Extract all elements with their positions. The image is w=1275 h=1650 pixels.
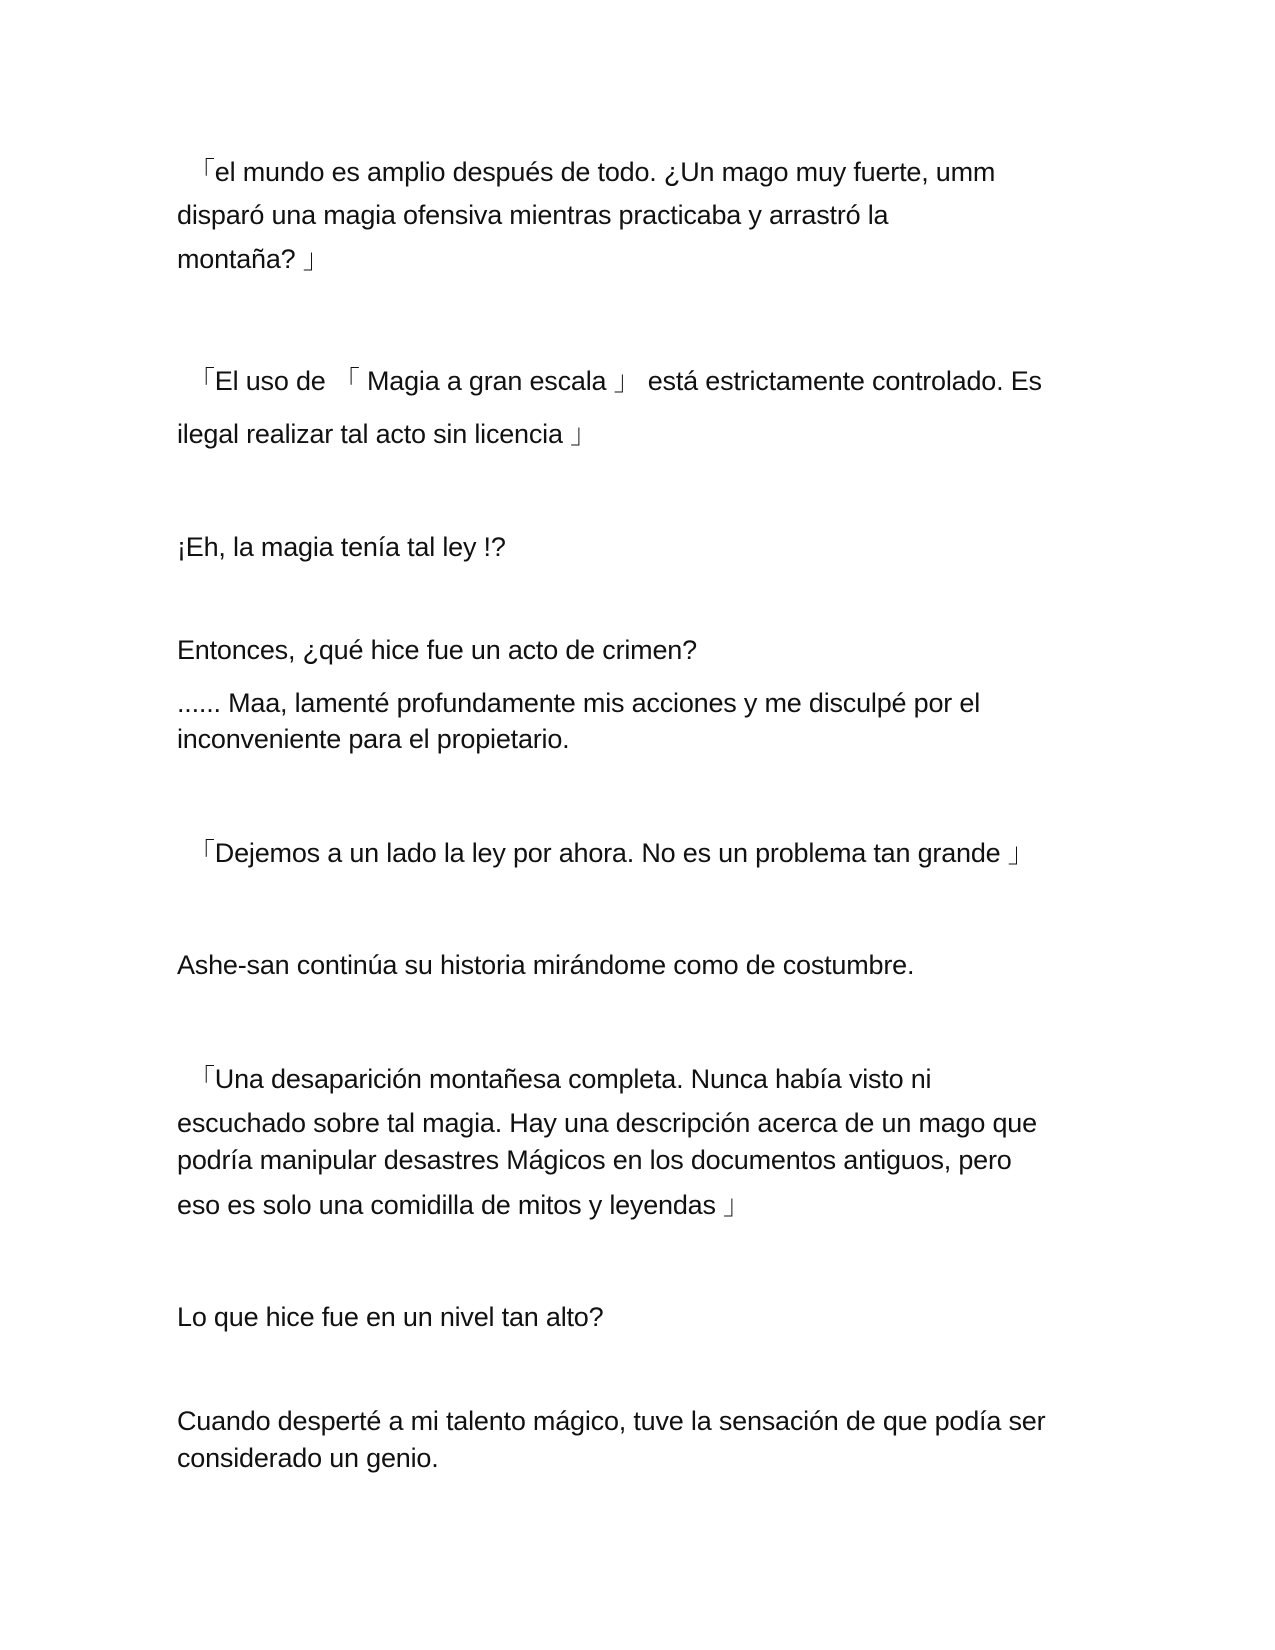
text-line: montaña? 」 — [177, 244, 330, 274]
text-line: podría manipular desastres Mágicos en los documentos antiguos, pero — [177, 1145, 1012, 1175]
text-line: eso es solo una comidilla de mitos y leyendas 」 — [177, 1190, 750, 1220]
text-line: inconveniente para el propietario. — [177, 724, 570, 754]
text-line: ilegal realizar tal acto sin licencia 」 — [177, 419, 597, 449]
text-line: 「Una desaparición montañesa completa. Nunca había visto ni — [188, 1064, 932, 1094]
text-line: ...... Maa, lamenté profundamente mis acciones y me disculpé por el — [177, 688, 980, 718]
text-line: ¡Eh, la magia tenía tal ley !? — [177, 532, 506, 562]
text-line: escuchado sobre tal magia. Hay una descripción acerca de un mago que — [177, 1108, 1037, 1138]
text-line: 「el mundo es amplio después de todo. ¿Un mago muy fuerte, umm — [188, 157, 996, 187]
text-line: Lo que hice fue en un nivel tan alto? — [177, 1302, 604, 1332]
text-line: 「Dejemos a un lado la ley por ahora. No es un problema tan grande 」 — [188, 838, 1035, 868]
text-line: considerado un genio. — [177, 1443, 439, 1473]
text-line: Ashe-san continúa su historia mirándome como de costumbre. — [177, 950, 915, 980]
text-line: 「El uso de 「 Magia a gran escala 」 está estrictamente controlado. Es — [188, 366, 1042, 396]
text-line: Cuando desperté a mi talento mágico, tuve la sensación de que podía ser — [177, 1406, 1046, 1436]
text-line: disparó una magia ofensiva mientras practicaba y arrastró la — [177, 200, 889, 230]
text-line: Entonces, ¿qué hice fue un acto de crimen? — [177, 635, 697, 665]
